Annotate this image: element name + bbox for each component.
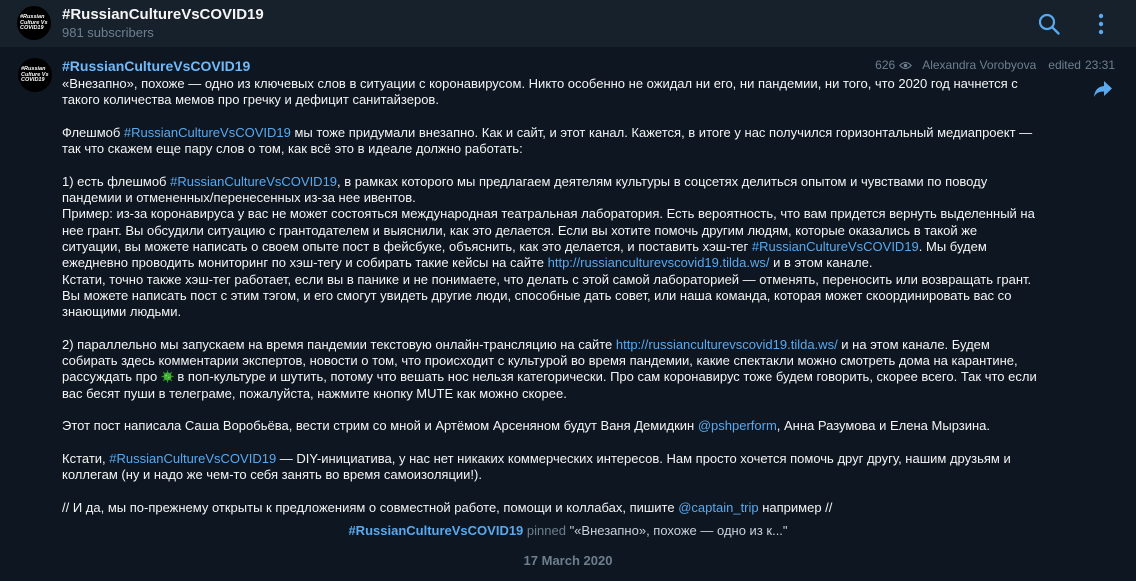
- text-span: Кстати, точно также хэш-тег работает, если вы в панике и не понимаете, что делать с этой самой лабораторией — отменять, переносить или возвращать грант. Вы можете написать пост с этим тэгом, и его смогут увидеть другие люди, способные дать совет, или наша команда, которая может скоординировать вас со знающими людьми.: [62, 271, 1032, 320]
- edited-label: edited: [1048, 58, 1081, 72]
- paragraph-point-1: [62, 174, 1037, 321]
- service-action: pinned: [523, 523, 570, 538]
- post-author[interactable]: #RussianCultureVsCOVID19: [62, 58, 251, 74]
- text-span: и в этом канале.: [769, 255, 873, 271]
- search-icon[interactable]: [1037, 12, 1061, 36]
- post-signature: Alexandra Vorobyova: [922, 58, 1037, 72]
- paragraph-intro: [62, 76, 1037, 109]
- mention-link[interactable]: @pshperform: [697, 418, 777, 434]
- hashtag-link[interactable]: #RussianCultureVsCOVID19: [109, 450, 277, 466]
- site-link[interactable]: http://russianculturevscovid19.tilda.ws/: [615, 336, 838, 352]
- post-meta: [875, 58, 1115, 72]
- post-avatar[interactable]: [18, 58, 52, 92]
- text-span: 1) есть флешмоб: [62, 173, 171, 189]
- text-span: Флешмоб: [62, 124, 124, 140]
- text-span: мы тоже придумали внезапно. Как и сайт, и этот канал. Кажется, в итоге у нас получился горизонтальный медиапроект — так что скажем еще пару слов о том, как всё это в идеале должно работать:: [62, 124, 1033, 157]
- text-span: . Мы будем ежедневно проводить мониторинг по хэш-тегу и собирать такие кейсы на сайте: [62, 238, 987, 271]
- hashtag-link[interactable]: #RussianCultureVsCOVID19: [170, 173, 338, 189]
- paragraph-diy: [62, 451, 1037, 484]
- eye-icon: [899, 61, 912, 70]
- channel-title[interactable]: #RussianCultureVsCOVID19: [62, 6, 264, 23]
- text-span: и на этом канале. Будем собирать здесь комментарии экспертов, новости о том, что происходит с культурой во время пандемии, какие спектакли можно смотреть дома на карантине, рассуждать про: [62, 336, 1018, 385]
- text-span: «Внезапно», похоже — одно из ключевых слов в ситуации с коронавирусом. Никто особенно не ожидал ни его, ни пандемии, ни того, что 2020 год начнется с такого количества мемов про гречку и дефицит санитайзеров.: [62, 76, 1018, 108]
- mention-link[interactable]: @captain_trip: [678, 499, 759, 515]
- text-span: , в рамках которого мы предлагаем деятелям культуры в соцсетях делиться опытом и чувствами по поводу пандемии и отмененных/перенесенных из-за нее ивентов.: [62, 173, 988, 206]
- site-link[interactable]: http://russianculturevscovid19.tilda.ws/: [547, 255, 770, 271]
- text-span: 2) параллельно мы запускаем на время пандемии текстовую онлайн-трансляцию на сайте: [62, 336, 616, 352]
- virus-emoji-icon: [161, 370, 174, 383]
- more-vertical-icon[interactable]: [1091, 13, 1111, 35]
- chat-header: [0, 0, 1136, 48]
- text-span: — DIY-инициатива, у нас нет никаких коммерческих интересов. Нам просто хочется помочь друг другу, нашим друзьям и коллегам (ну и надо же чем-то себя занять во время самоизоляции!).: [62, 450, 1011, 483]
- post-time: 23:31: [1084, 58, 1115, 72]
- hashtag-link[interactable]: #RussianCultureVsCOVID19: [123, 124, 291, 140]
- text-span: в поп-культуре и шутить, потому что вешать нос нельзя категорически. Про сам коронавирус тоже будем говорить, скорее всего. Так что если вас бесят пуши в телеграме, пожалуйста, нажмите кнопку MUTE как можно скорее.: [62, 369, 1037, 401]
- avatar-logo-text: #Russian Culture Vs COVID19: [20, 14, 48, 31]
- share-arrow-icon[interactable]: [1093, 80, 1113, 98]
- service-channel-name[interactable]: #RussianCultureVsCOVID19: [348, 523, 524, 538]
- date-separator: 17 March 2020: [523, 553, 613, 568]
- post-text: [62, 76, 1037, 532]
- pinned-service-message[interactable]: [0, 523, 1136, 538]
- pinned-quote[interactable]: "«Внезапно», похоже — одно из к...": [569, 523, 788, 538]
- view-count: 626: [875, 58, 896, 72]
- text-span: Кстати,: [62, 450, 110, 466]
- text-span: Этот пост написала Саша Воробьёва, вести стрим со мной и Артёмом Арсеняном будут Ваня Демидкин: [62, 418, 698, 434]
- text-span: , Анна Разумова и Елена Мырзина.: [776, 418, 991, 434]
- hashtag-link[interactable]: #RussianCultureVsCOVID19: [751, 238, 919, 254]
- text-span: // И да, мы по-прежнему открыты к предложениям о совместной работе, помощи и коллабах, пишите: [62, 499, 679, 515]
- text-span: например //: [758, 499, 833, 515]
- text-span: Пример: из-за коронавируса у вас не может состояться международная театральная лаборатория. Есть вероятность, что вам придется вернуть выделенный на нее грант. Вы обсудили ситуацию с грантодателем и выяснили, как это делается. Если вы хотите помочь другим людям, которые оказались в такой же ситуации, вы можете написать о своем опыте пост в фейсбуке, объяснить, как это делается, и поставить хэш-тег: [62, 206, 1035, 254]
- paragraph-flashmob: [62, 125, 1037, 158]
- subscriber-count: 981 subscribers: [62, 25, 154, 40]
- avatar-logo-text: #Russian Culture Vs COVID19: [21, 66, 49, 83]
- paragraph-point-2: [62, 337, 1037, 402]
- channel-avatar[interactable]: [17, 6, 51, 40]
- paragraph-contact: [62, 500, 1037, 516]
- paragraph-authors: [62, 418, 1037, 434]
